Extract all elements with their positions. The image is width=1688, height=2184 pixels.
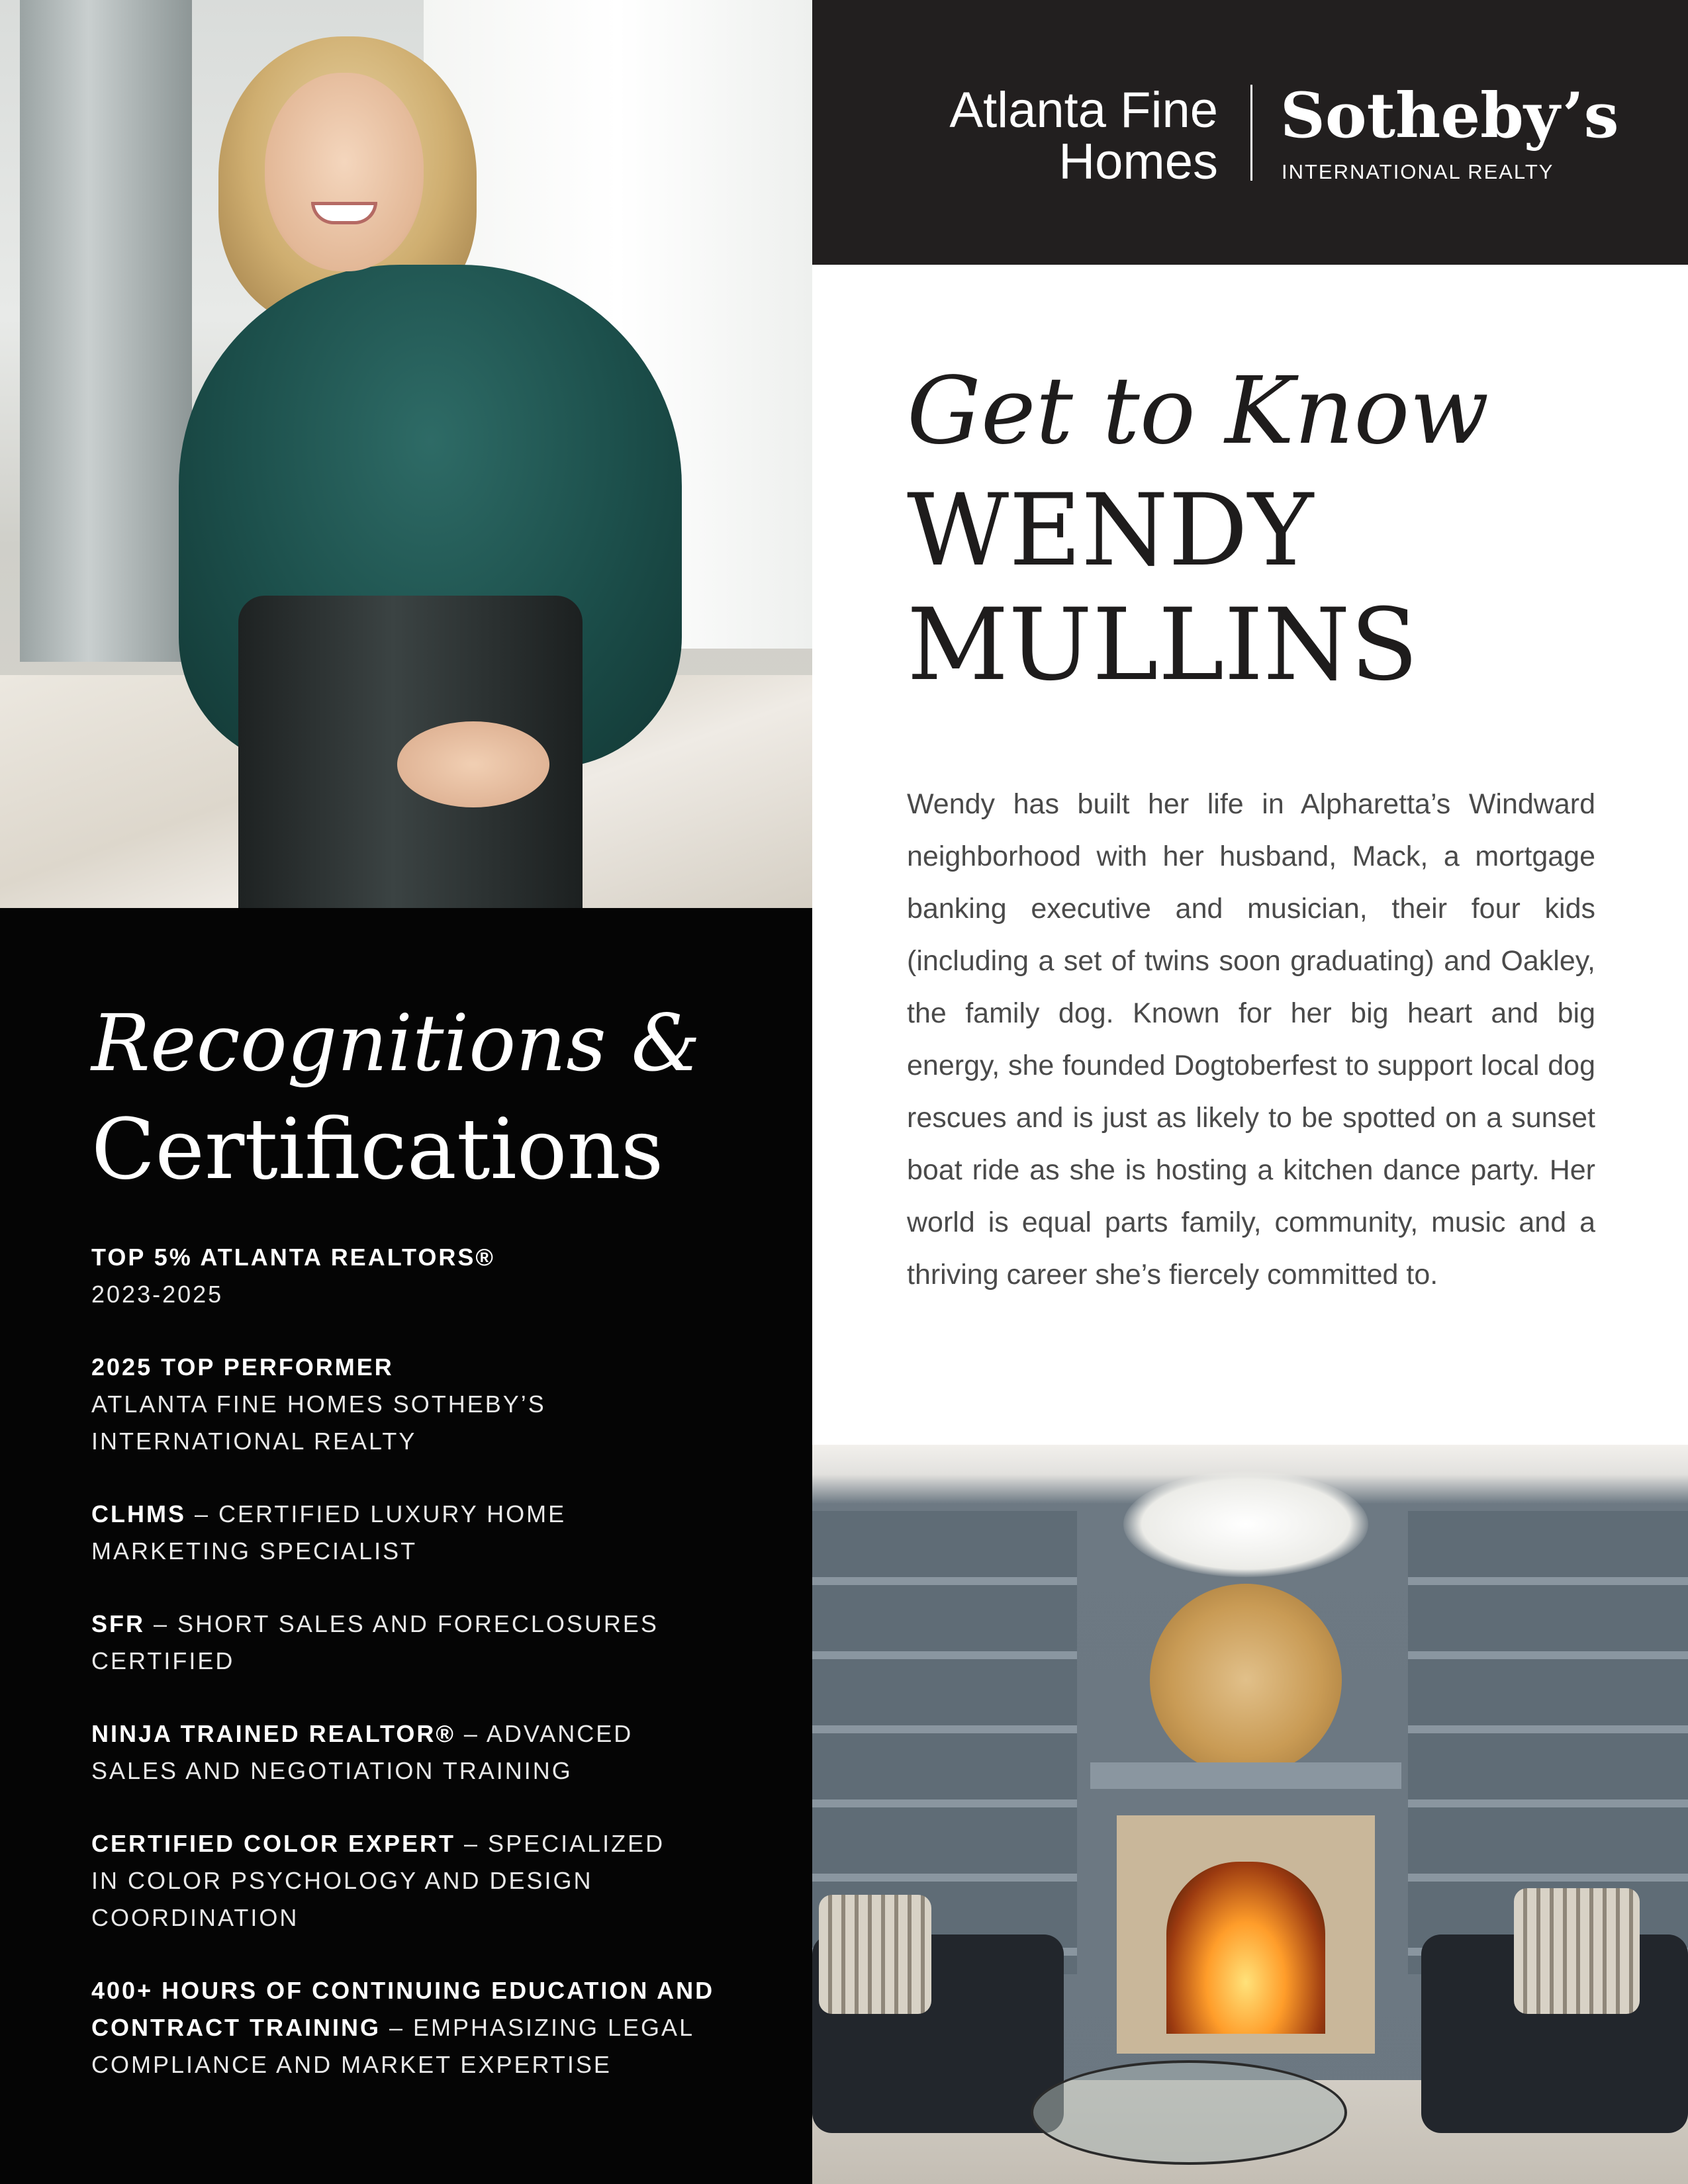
recognition-item	[91, 1349, 780, 1460]
recognition-title: 400+ HOURS OF CONTINUING EDUCATION AND CONTRACT TRAINING	[91, 1977, 715, 2041]
recognition-detail: – EMPHASIZING LEGAL COMPLIANCE AND MARKET EXPERTISE	[91, 2014, 694, 2078]
recognitions-heading-line-1: Recognitions &	[91, 997, 701, 1089]
recognition-title: CLHMS	[91, 1500, 186, 1527]
recognition-item	[91, 1825, 700, 1936]
recognitions-heading-line-2: Certifications	[91, 1101, 664, 1198]
glass-coffee-table	[1031, 2060, 1347, 2165]
logo-tagline: INTERNATIONAL REALTY	[1282, 160, 1554, 183]
logo-divider	[1250, 85, 1252, 181]
recognition-item	[91, 1606, 687, 1680]
logo-line-1: Atlanta Fine	[949, 82, 1218, 138]
logo-brand: Sotheby’s	[1280, 79, 1619, 152]
gold-wall-medallion	[1150, 1584, 1342, 1776]
recognition-item	[91, 1239, 780, 1313]
logo-line-2: Homes	[1058, 134, 1218, 190]
recognition-detail: – CERTIFIED LUXURY HOME MARKETING SPECIALIST	[91, 1500, 567, 1565]
recognition-item	[91, 1972, 740, 2083]
recognition-detail: – SPECIALIZED IN COLOR PSYCHOLOGY AND DESIGN COORDINATION	[91, 1830, 665, 1931]
recognitions-list	[91, 1239, 780, 2119]
agent-first-name: WENDY	[907, 473, 1314, 588]
left-striped-pillow	[819, 1895, 931, 2014]
fireplace-mantel	[1090, 1762, 1401, 1789]
recognition-detail: – SHORT SALES AND FORECLOSURES CERTIFIED	[91, 1610, 659, 1674]
recognition-detail: – ADVANCED SALES AND NEGOTIATION TRAINING	[91, 1720, 633, 1784]
globe-chandelier	[1123, 1471, 1368, 1577]
fireplace-flame	[1166, 1862, 1325, 2034]
recognition-title: 2025 TOP PERFORMER	[91, 1353, 394, 1381]
recognition-detail: ATLANTA FINE HOMES SOTHEBY’S INTERNATIONAL REALTY	[91, 1390, 546, 1455]
portrait-hands	[397, 721, 549, 807]
refrigerator-backdrop	[20, 0, 192, 662]
portrait-face	[265, 73, 424, 271]
right-striped-pillow	[1514, 1888, 1640, 2014]
recognition-item	[91, 1715, 687, 1790]
recognition-title: TOP 5% ATLANTA REALTORS®	[91, 1244, 495, 1271]
logo-wordmark	[847, 82, 1218, 190]
agent-portrait-photo	[0, 0, 812, 908]
recognition-title: SFR	[91, 1610, 145, 1637]
agent-bio: Wendy has built her life in Alpharetta’s Windward neighborhood with her husband, Mack, a mortgage banking executive and musician, their four kids (including a set of twins soon graduating) and Oakley, the family dog. Known for her big heart and big energy, she founded Dogtoberfest to support local dog rescues and is just as likely to be spotted on a sunset boat ride as she is hosting a kitchen dance party. Her world is equal parts family, community, music and a thriving career she’s fiercely committed to.	[907, 788, 1595, 1291]
agent-last-name: MULLINS	[907, 588, 1419, 703]
recognition-title: CERTIFIED COLOR EXPERT	[91, 1830, 456, 1857]
living-room-photo	[812, 1445, 1688, 2184]
title-intro: Get to Know	[907, 357, 1489, 465]
recognition-title: NINJA TRAINED REALTOR®	[91, 1720, 455, 1747]
recognition-item	[91, 1496, 608, 1570]
recognition-detail: 2023-2025	[91, 1281, 224, 1308]
